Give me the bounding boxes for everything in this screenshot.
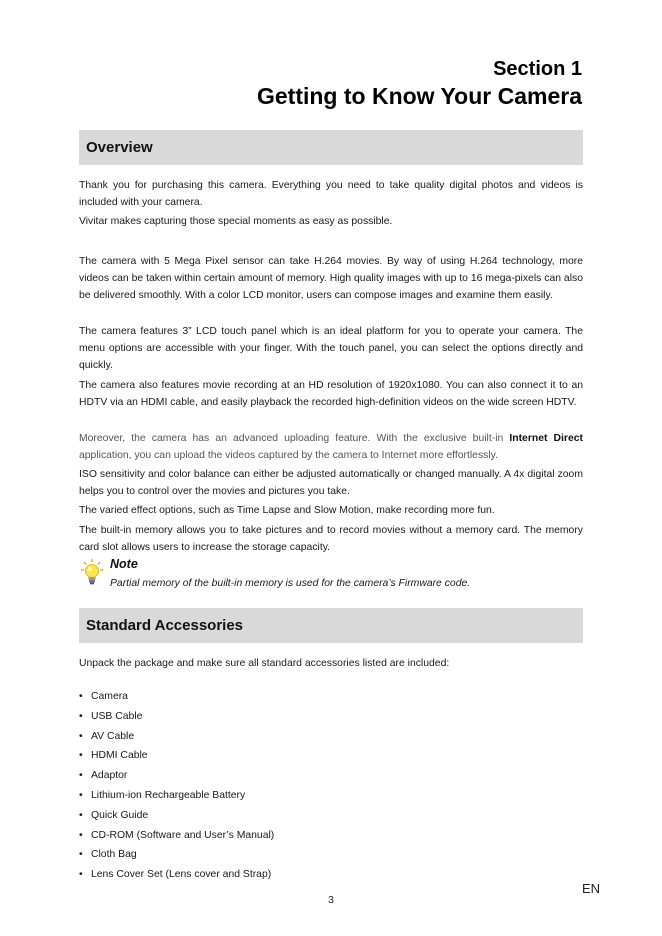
list-item xyxy=(79,747,274,767)
section-number: Section 1 xyxy=(493,58,582,80)
list-item xyxy=(79,827,274,847)
list-item-text: AV Cable xyxy=(91,730,135,742)
list-item xyxy=(79,807,274,827)
overview-paragraph-3: The camera with 5 Mega Pixel sensor can take H.264 movies. By way of using H.264 technology, more videos can be taken within certain amount of memory. High quality images with up to 16 mega-pixels can also be delivered smoothly. With a color LCD monitor, users can compose images and examine them easily. xyxy=(79,256,583,301)
bullet: • xyxy=(79,710,83,722)
list-item xyxy=(79,688,274,708)
overview-paragraph-6 xyxy=(79,430,583,464)
note-text: Partial memory of the built-in memory is used for the camera’s Firmware code. xyxy=(110,578,471,589)
bullet: • xyxy=(79,849,83,861)
accessories-heading: Standard Accessories xyxy=(79,608,583,643)
list-item xyxy=(79,846,274,866)
language-label: EN xyxy=(581,881,600,896)
list-item xyxy=(79,866,274,886)
list-item-text: USB Cable xyxy=(91,710,143,722)
list-item-text: Quick Guide xyxy=(91,809,149,821)
list-item-text: HDMI Cable xyxy=(91,750,148,762)
lightbulb-icon xyxy=(78,558,104,586)
list-item xyxy=(79,787,274,807)
list-item-text: Lens Cover Set (Lens cover and Strap) xyxy=(91,869,272,881)
list-item-text: CD-ROM (Software and User’s Manual) xyxy=(91,829,275,841)
bullet: • xyxy=(79,809,83,821)
accessories-intro: Unpack the package and make sure all standard accessories listed are included: xyxy=(79,658,450,669)
bullet: • xyxy=(79,770,83,782)
page-number: 3 xyxy=(328,895,334,906)
bullet: • xyxy=(79,691,83,702)
list-item-text: Camera xyxy=(91,691,128,702)
bullet: • xyxy=(79,789,83,801)
overview-heading: Overview xyxy=(79,130,583,165)
overview-paragraph-9: The built-in memory allows you to take pictures and to record movies without a memory card. The memory card slot allows users to increase the storage capacity. xyxy=(79,525,583,553)
paragraph-6-text-start: Moreover, the camera has an advanced uploading feature. With the exclusive built-in xyxy=(79,433,510,444)
list-item xyxy=(79,708,274,728)
note-title: Note xyxy=(110,557,138,571)
paragraph-6-text-end: application, you can upload the videos captured by the camera to Internet more effortlessly. xyxy=(79,450,498,461)
overview-paragraph-5: The camera also features movie recording at an HD resolution of 1920x1080. You can also connect it to an HDTV via an HDMI cable, and easily playback the recorded high-definition videos on the wide screen HDTV. xyxy=(79,380,583,408)
bullet: • xyxy=(79,829,83,841)
overview-paragraph-8: The varied effect options, such as Time Lapse and Slow Motion, make recording more fun. xyxy=(79,505,495,516)
overview-paragraph-4: The camera features 3” LCD touch panel which is an ideal platform for you to operate your camera. The menu options are accessible with your finger. With the touch panel, you can select the options directly and quickly. xyxy=(79,326,583,371)
page-title: Getting to Know Your Camera xyxy=(256,83,582,109)
bullet: • xyxy=(79,869,83,881)
internet-direct-bold: Internet Direct xyxy=(509,433,583,444)
accessories-list xyxy=(79,688,274,886)
list-item-text: Cloth Bag xyxy=(91,849,137,861)
list-item-text: Lithium-ion Rechargeable Battery xyxy=(91,789,246,801)
overview-paragraph-1: Thank you for purchasing this camera. Everything you need to take quality digital photos and videos is included with your camera. xyxy=(79,180,583,208)
bullet: • xyxy=(79,730,83,742)
overview-paragraph-2: Vivitar makes capturing those special moments as easy as possible. xyxy=(79,216,393,227)
list-item xyxy=(79,767,274,787)
overview-paragraph-7: ISO sensitivity and color balance can either be adjusted automatically or changed manually. A 4x digital zoom helps you to control over the movies and pictures you take. xyxy=(79,469,583,497)
list-item-text: Adaptor xyxy=(91,770,128,782)
bullet: • xyxy=(79,750,83,762)
list-item xyxy=(79,728,274,748)
